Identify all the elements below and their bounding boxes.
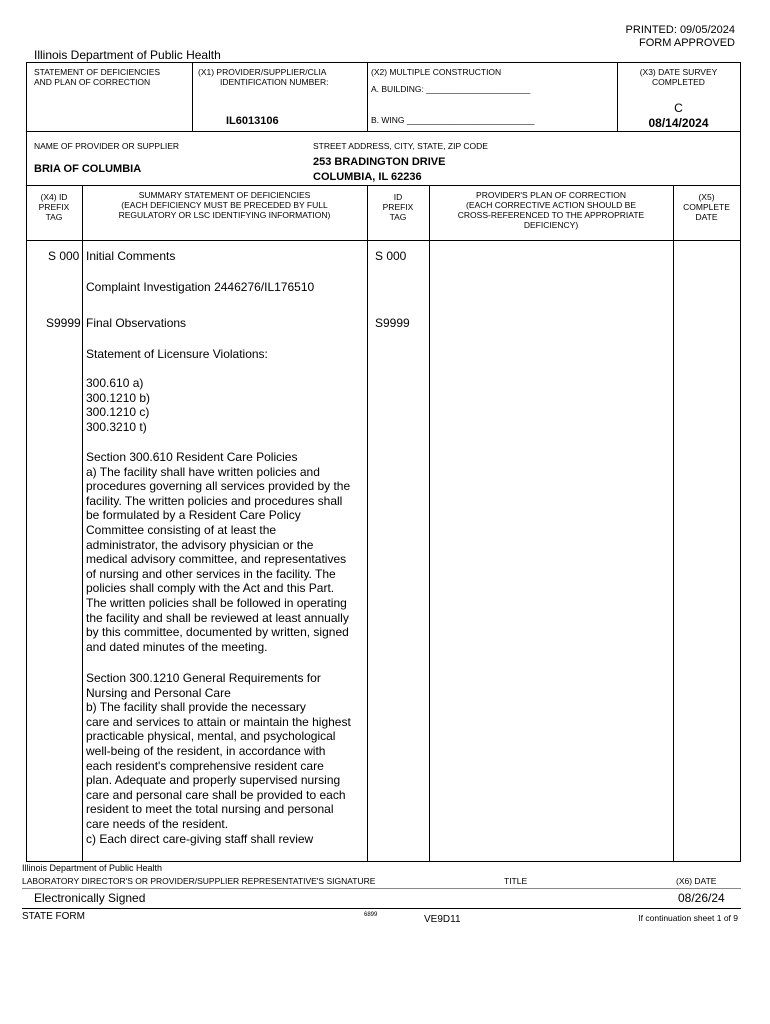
signature-label: LABORATORY DIRECTOR'S OR PROVIDER/SUPPLIER REPRESENTATIVE'S SIGNATURE (22, 876, 376, 886)
x6-date-label: (X6) DATE (676, 876, 717, 886)
x1-label: (X1) PROVIDER/SUPPLIER/CLIA IDENTIFICATION NUMBER: (198, 67, 329, 87)
form-approved: FORM APPROVED (639, 37, 735, 49)
survey-date: 08/14/2024 (648, 116, 709, 130)
final-observations: Final Observations (86, 316, 187, 330)
section-300-1210: Section 300.1210 General Requirements for Nursing and Personal Care b) The facility shall provide the necessary care and services to attain or maintain the highest practicable physical, mental, and psychological well-being of the resident, in accordance with each resident's comprehensive resident care plan. Adequate and properly supervised nursing care and personal care shall be provided to each resident to meet the total nursing and personal care needs of the resident. c) Each direct care-giving staff shall review (86, 671, 351, 846)
provider-name-label: NAME OF PROVIDER OR SUPPLIER (34, 141, 179, 151)
x3-label: (X3) DATE SURVEY COMPLETED (639, 67, 718, 87)
address-line-2: COLUMBIA, IL 62236 (313, 171, 422, 183)
title-label: TITLE (504, 876, 528, 886)
citation-list: 300.610 a) 300.1210 b) 300.1210 c) 300.3210 t) (86, 376, 151, 434)
complaint-investigation: Complaint Investigation 2446276/IL176510 (86, 280, 315, 294)
col-summary-header: SUMMARY STATEMENT OF DEFICIENCIES (EACH DEFICIENCY MUST BE PRECEDED BY FULL REGULATORY OR LSC IDENTIFYING INFORMATION) (118, 190, 331, 220)
col-x5-header: (X5) COMPLETE DATE (683, 192, 730, 222)
address-line-1: 253 BRADINGTON DRIVE (313, 156, 446, 168)
agency-title: Illinois Department of Public Health (34, 48, 221, 62)
x2-label: (X2) MULTIPLE CONSTRUCTION (371, 67, 502, 77)
initial-comments: Initial Comments (86, 249, 176, 263)
signature-date: 08/26/24 (678, 891, 725, 905)
section-300-610: Section 300.610 Resident Care Policies a) The facility shall have written policies and procedures governing all services provided by the facility. The written policies and procedures shall be formulated by a Resident Care Policy Committee consisting of at least the administrator, the advisory physician or the medical advisory committee, and representatives of nursing and other services in the facility. The policies shall comply with the Act and this Part. The written policies shall be followed in operating the facility and shall be reviewed at least annually by this committee, documented by written, signed and dated minutes of the meeting. (86, 450, 351, 654)
continuation-sheet: If continuation sheet 1 of 9 (638, 913, 738, 923)
form-number: 6899 (364, 912, 378, 918)
event-id: VE9D11 (424, 914, 461, 925)
state-form: STATE FORM (22, 911, 85, 922)
printed-date: PRINTED: 09/05/2024 (625, 24, 735, 36)
wing-field[interactable]: B. WING ___________________________ (371, 115, 535, 125)
col-x4-header: (X4) ID PREFIX TAG (38, 192, 70, 222)
tag-s000-right: S 000 (375, 249, 407, 263)
electronic-signature: Electronically Signed (34, 891, 146, 905)
provider-id-number: IL6013106 (226, 115, 279, 127)
col-plan-header: PROVIDER'S PLAN OF CORRECTION (EACH CORRECTIVE ACTION SHOULD BE CROSS-REFERENCED TO THE APPROPRIATE DEFICIENCY) (457, 190, 645, 230)
survey-letter: C (674, 101, 683, 115)
tag-s9999-right: S9999 (375, 316, 410, 330)
tag-s000: S 000 (48, 249, 80, 263)
col-id-header: ID PREFIX TAG (382, 192, 414, 222)
address-label: STREET ADDRESS, CITY, STATE, ZIP CODE (313, 141, 488, 151)
footer-agency: Illinois Department of Public Health (22, 863, 163, 873)
provider-name: BRIA OF COLUMBIA (34, 163, 142, 175)
statement-label: STATEMENT OF DEFICIENCIES AND PLAN OF CORRECTION (34, 67, 161, 87)
building-field[interactable]: A. BUILDING: ______________________ (371, 84, 531, 94)
tag-s9999: S9999 (46, 316, 81, 330)
statement-violations: Statement of Licensure Violations: (86, 347, 268, 361)
